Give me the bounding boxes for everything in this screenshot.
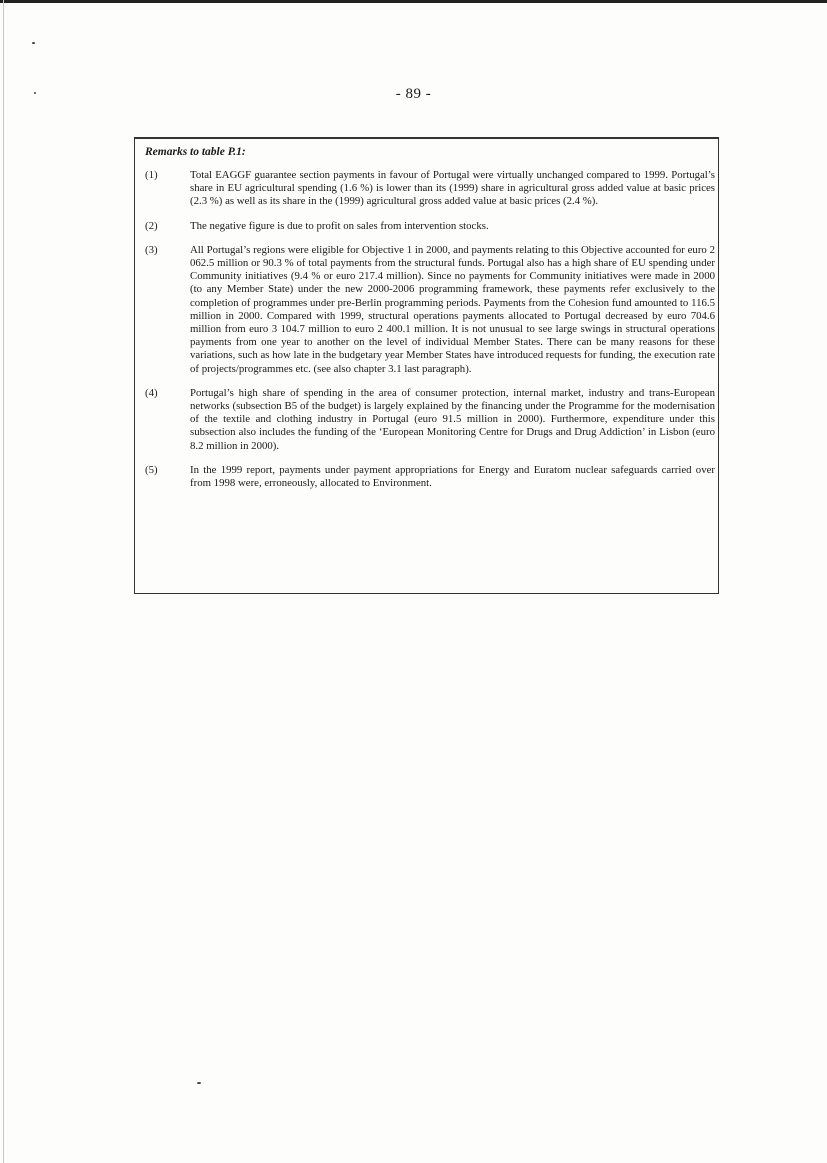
remark-item xyxy=(145,387,718,453)
remark-text: Total EAGGF guarantee section payments in favour of Portugal were virtually unchanged compared to 1999. Portugal’s share in EU agricultural spending (1.6 %) is lower than its (1999) share in agricultural gross added value at basic prices (2.3 %) as well as its share in the (1999) agricultural gross added value at basic prices (2.4 %). xyxy=(190,169,715,208)
scan-left-edge xyxy=(3,0,4,1163)
scan-speck xyxy=(197,1082,201,1084)
remark-item xyxy=(145,464,718,490)
remark-item xyxy=(145,244,718,376)
remark-text: In the 1999 report, payments under payment appropriations for Energy and Euratom nuclear safeguards carried over from 1998 were, erroneously, allocated to Environment. xyxy=(190,463,715,490)
remark-number: (2) xyxy=(145,219,158,232)
scan-speck xyxy=(32,42,35,44)
page-number: - 89 - xyxy=(395,86,432,102)
remark-number: (1) xyxy=(145,169,158,181)
remark-text: The negative figure is due to profit on sales from intervention stocks. xyxy=(190,219,489,232)
scan-top-border xyxy=(0,0,827,3)
remark-number: (5) xyxy=(145,463,158,476)
remark-number: (3) xyxy=(145,243,158,256)
remarks-title: Remarks to table P.1: xyxy=(145,146,246,158)
remark-text: Portugal’s high share of spending in the area of consumer protection, internal market, industry and trans-European networks (subsection B5 of the budget) is largely explained by the financing under the Programme for the modernisation of the textile and clothing industry in Portugal (euro 91.5 million in 2000). Furthermore, expenditure under this subsection also includes the funding of the ‘European Monitoring Centre for Drugs and Drug Addiction’ in Lisbon (euro 8.2 million in 2000). xyxy=(190,386,715,452)
remark-text: All Portugal’s regions were eligible for Objective 1 in 2000, and payments relating to this Objective accounted for euro 2 062.5 million or 90.3 % of total payments from the structural funds. Portugal also has a high share of EU spending under Community initiatives (9.4 % or euro 217.4 million). Since no payments for Community initiatives were made in 2000 (to any Member State) under the new 2000-2006 programming framework, these payments refer exclusively to the completion of programmes under pre-Berlin programming periods. Payments from the Cohesion fund amounted to 116.5 million in 2000. Compared with 1999, structural operations payments allocated to Portugal decreased by euro 704.6 million from euro 3 104.7 million to euro 2 400.1 million. It is not unusual to see large swings in structural operations payments from one year to another on the level of individual Member States. There can be many reasons for these variations, such as how late in the budgetary year Member States have introduced requests for funding, the execution rate of projects/programmes etc. (see also chapter 3.1 last paragraph). xyxy=(190,243,715,375)
remark-item xyxy=(145,169,718,209)
remark-item xyxy=(145,220,718,233)
remark-number: (4) xyxy=(145,386,158,399)
remarks-box xyxy=(134,137,719,594)
